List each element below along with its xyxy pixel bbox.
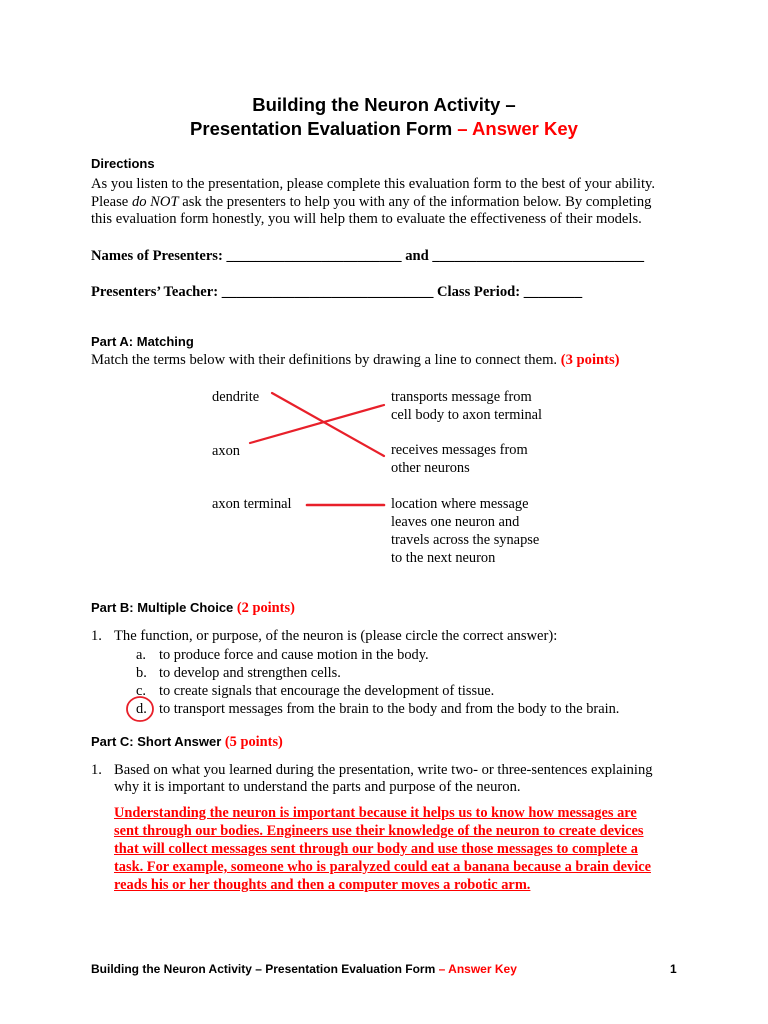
directions-text: Please: [91, 193, 132, 210]
part-b-question: The function, or purpose, of the neuron is (please circle the correct answer):: [114, 628, 558, 644]
directions-line-1: As you listen to the presentation, please complete this evaluation form to the best of your ability.: [91, 176, 656, 192]
answer-line: [114, 858, 689, 876]
directions-line-3: this evaluation form honestly, you will help them to evaluate the effectiveness of their models.: [91, 211, 642, 227]
short-answer-response: [114, 804, 689, 894]
option-letter-a: a.: [136, 647, 146, 663]
part-b-heading: [91, 599, 295, 617]
answer-key-label: – Answer Key: [452, 118, 578, 139]
option-b[interactable]: to develop and strengthen cells.: [159, 665, 341, 681]
answer-line-text: reads his or her thoughts and then a computer moves a robotic arm.: [114, 877, 531, 893]
part-c-heading: [91, 733, 283, 751]
page-footer: [91, 961, 517, 977]
option-d[interactable]: to transport messages from the brain to the body and from the body to the brain.: [159, 701, 620, 717]
definition-line: leaves one neuron and: [391, 514, 520, 530]
directions-text: ask the presenters to help you with any of the information below. By completing: [178, 193, 652, 210]
answer-line-text: task. For example, someone who is paralyzed could eat a banana because a brain device: [114, 859, 651, 875]
footer-text: Building the Neuron Activity – Presentation Evaluation Form: [91, 962, 436, 976]
definition-line: location where message: [391, 496, 529, 512]
part-b-question-number: 1.: [91, 628, 102, 644]
answer-line: [114, 822, 689, 840]
option-a[interactable]: to produce force and cause motion in the body.: [159, 647, 429, 663]
part-b-points: (2 points): [233, 600, 295, 616]
directions-emphasis: do NOT: [131, 193, 179, 210]
term-dendrite: dendrite: [212, 389, 260, 405]
option-c[interactable]: to create signals that encourage the development of tissue.: [159, 683, 495, 699]
answer-line: [114, 804, 689, 822]
part-b-heading-text: Part B: Multiple Choice: [91, 600, 234, 615]
part-a-points: (3 points): [557, 352, 620, 368]
part-c-question-number: 1.: [91, 762, 102, 778]
part-a-heading: Part A: Matching: [91, 334, 194, 349]
definition-line: cell body to axon terminal: [391, 407, 543, 423]
title-text: Presentation Evaluation Form: [190, 118, 453, 139]
directions-heading: Directions: [91, 156, 155, 171]
answer-line-text: Understanding the neuron is important because it helps us to know how messages are: [114, 805, 637, 821]
match-line-dendrite-receives: [272, 393, 384, 456]
term-axon: axon: [212, 443, 240, 459]
page-number: 1: [670, 962, 677, 976]
definition-line: receives messages from: [391, 442, 528, 458]
option-letter-b: b.: [136, 665, 147, 681]
definition-line: to the next neuron: [391, 550, 496, 566]
definition-line: travels across the synapse: [391, 532, 540, 548]
term-axon-terminal: axon terminal: [212, 496, 292, 512]
part-c-heading-text: Part C: Short Answer: [91, 734, 222, 749]
part-c-question-line-2: why it is important to understand the parts and purpose of the neuron.: [114, 779, 521, 795]
presenters-names-field[interactable]: Names of Presenters: ________________________ and _____________________________: [91, 248, 645, 264]
document-title-line1: Building the Neuron Activity –: [252, 94, 516, 115]
option-letter-d: d.: [136, 701, 147, 717]
answer-line: [114, 840, 689, 858]
teacher-class-period-field[interactable]: Presenters’ Teacher: _____________________________ Class Period: ________: [91, 284, 583, 300]
definition-line: other neurons: [391, 460, 470, 476]
footer-answer-key: – Answer Key: [435, 962, 517, 976]
answer-line-text: that will collect messages sent through our body and use those messages to complete a: [114, 841, 638, 857]
part-c-question-line-1: Based on what you learned during the presentation, write two- or three-sentences explaining: [114, 762, 653, 778]
part-c-points: (5 points): [221, 734, 283, 750]
part-a-instruction-text: Match the terms below with their definitions by drawing a line to connect them.: [91, 352, 558, 368]
option-letter-c: c.: [136, 683, 146, 699]
match-line-axon-transports: [250, 405, 384, 443]
answer-line-text: sent through our bodies. Engineers use their knowledge of the neuron to create devices: [114, 823, 644, 839]
definition-line: transports message from: [391, 389, 532, 405]
answer-line: [114, 876, 689, 894]
